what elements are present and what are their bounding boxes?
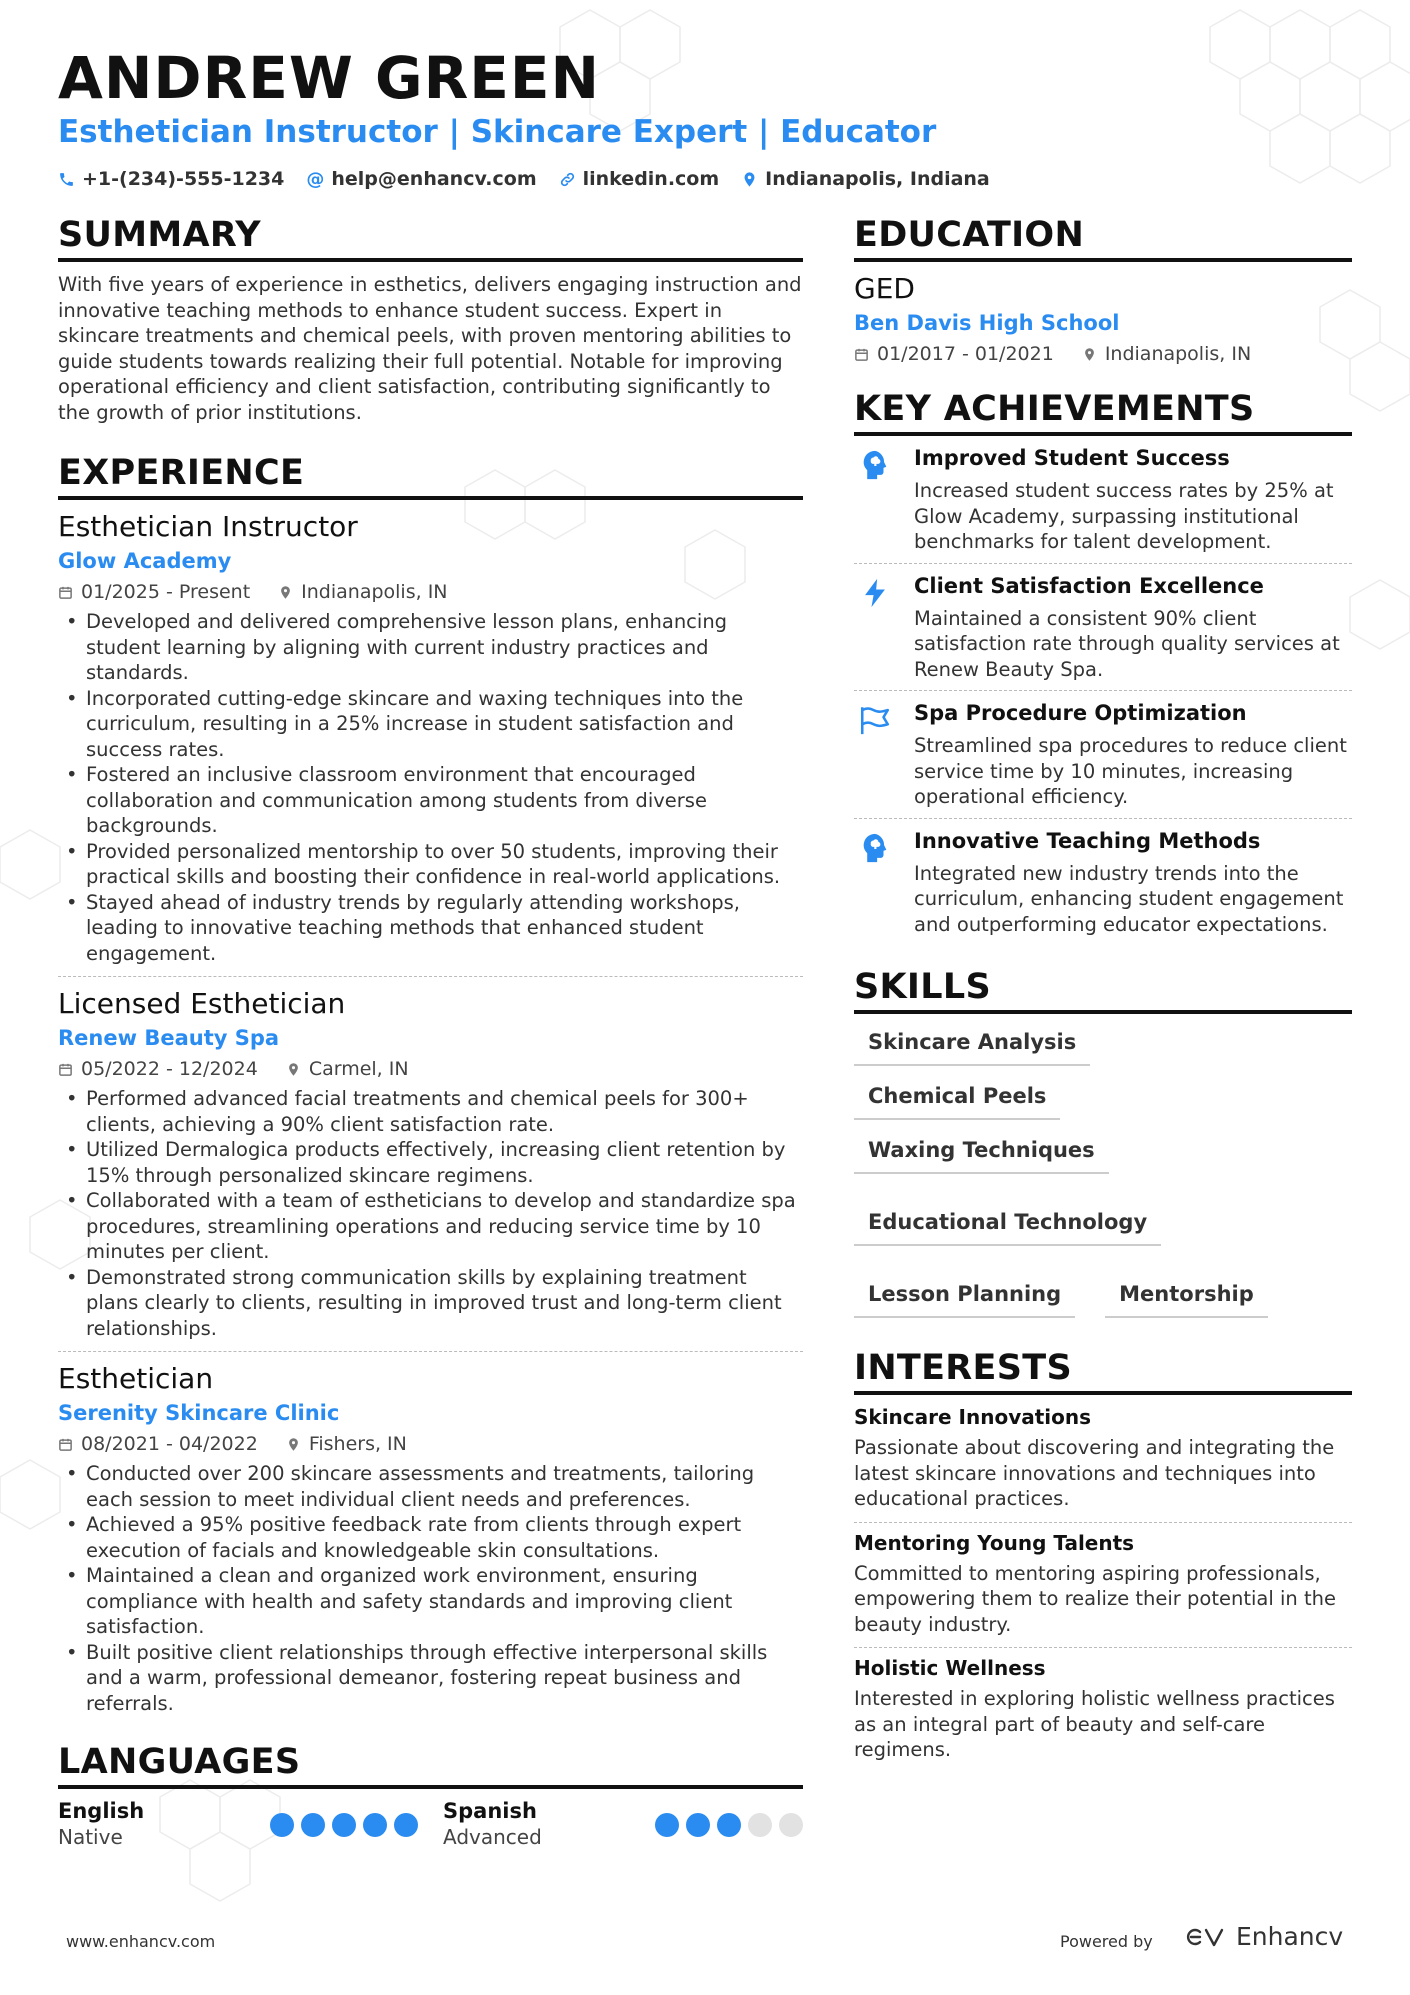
language-level: Native bbox=[58, 1825, 123, 1849]
divider bbox=[854, 1522, 1352, 1523]
achievement-item bbox=[854, 564, 1352, 691]
footer-brand[interactable] bbox=[1180, 1922, 1343, 1951]
job-meta bbox=[58, 1058, 803, 1080]
language-item bbox=[58, 1799, 418, 1849]
calendar-icon bbox=[854, 347, 869, 362]
rating-dot-filled bbox=[655, 1813, 679, 1837]
job-bullet: • Fostered an inclusive classroom environment that encouraged collaboration and communication among students from diverse backgrounds. bbox=[58, 762, 803, 839]
map-pin-icon bbox=[1082, 347, 1097, 362]
job-bullet: • Demonstrated strong communication skills by explaining treatment plans clearly to clients, resulting in improved trust and long-term client relationships. bbox=[58, 1265, 803, 1342]
rating-dot-filled bbox=[332, 1813, 356, 1837]
skill-tag: Mentorship bbox=[1105, 1282, 1268, 1318]
languages-list bbox=[58, 1799, 803, 1849]
job-title: Esthetician bbox=[58, 1362, 214, 1395]
language-rating bbox=[270, 1813, 418, 1837]
contact-bar bbox=[58, 168, 990, 190]
achievement-title: Client Satisfaction Excellence bbox=[914, 573, 1264, 598]
brain-head-icon bbox=[858, 831, 892, 865]
achievement-item bbox=[854, 819, 1352, 946]
candidate-title: Esthetician Instructor | Skincare Expert | Educator bbox=[58, 114, 937, 150]
calendar-icon bbox=[58, 1062, 73, 1077]
rating-dot-filled bbox=[717, 1813, 741, 1837]
interest-title: Holistic Wellness bbox=[854, 1656, 1046, 1680]
skill-tag: Educational Technology bbox=[854, 1210, 1161, 1246]
interest-title: Skincare Innovations bbox=[854, 1405, 1092, 1429]
job-entry bbox=[58, 510, 803, 966]
job-title: Esthetician Instructor bbox=[58, 510, 358, 543]
job-meta bbox=[58, 581, 803, 603]
interest-text: Passionate about discovering and integrating the latest skincare innovations and techniques into educational practices. bbox=[854, 1436, 1335, 1510]
job-title: Licensed Esthetician bbox=[58, 987, 346, 1020]
link-icon bbox=[559, 171, 576, 188]
divider bbox=[58, 1351, 803, 1352]
divider bbox=[58, 976, 803, 977]
skill-tag: Lesson Planning bbox=[854, 1282, 1075, 1318]
map-pin-icon bbox=[286, 1062, 301, 1077]
rating-dot-filled bbox=[301, 1813, 325, 1837]
summary-text: With five years of experience in esthetics, delivers engaging instruction and innovative teaching methods to enhance student success. Expert in skincare treatments and chemical peels, with proven mentoring abilities to guide students towards realizing their full potential. Notable for improving operational efficiency and client satisfaction, contributing significantly to the growth of prior institutions. bbox=[58, 273, 802, 424]
rating-dot-empty bbox=[748, 1813, 772, 1837]
divider bbox=[854, 1647, 1352, 1648]
flag-icon bbox=[858, 703, 892, 737]
education-heading: EDUCATION bbox=[854, 215, 1352, 262]
job-bullets bbox=[58, 609, 803, 966]
right-column bbox=[854, 215, 1352, 1763]
candidate-name: ANDREW GREEN bbox=[58, 44, 601, 112]
job-bullets bbox=[58, 1086, 803, 1341]
education-degree: GED bbox=[854, 272, 915, 305]
at-icon: @ bbox=[306, 168, 325, 190]
language-item bbox=[443, 1799, 803, 1849]
achievement-text: Integrated new industry trends into the curriculum, enhancing student engagement and outperforming educator expectations. bbox=[914, 861, 1344, 936]
job-location: Indianapolis, IN bbox=[301, 581, 448, 603]
language-rating bbox=[655, 1813, 803, 1837]
education-location: Indianapolis, IN bbox=[1104, 343, 1252, 365]
languages-heading: LANGUAGES bbox=[58, 1742, 803, 1789]
job-meta bbox=[58, 1433, 803, 1455]
education-meta bbox=[854, 343, 1352, 365]
job-bullet: • Provided personalized mentorship to over 50 students, improving their practical skills and boosting their confidence in real-world applications. bbox=[58, 839, 803, 890]
skills-list bbox=[854, 1030, 1314, 1318]
rating-dot-filled bbox=[394, 1813, 418, 1837]
education-school[interactable]: Ben Davis High School bbox=[854, 311, 1120, 335]
skill-tag: Skincare Analysis bbox=[854, 1030, 1090, 1066]
interest-item bbox=[854, 1531, 1352, 1638]
map-pin-icon bbox=[278, 585, 293, 600]
achievement-title: Innovative Teaching Methods bbox=[914, 828, 1261, 853]
achievement-text: Maintained a consistent 90% client satisfaction rate through quality services at Renew Beauty Spa. bbox=[914, 606, 1340, 681]
rating-dot-filled bbox=[686, 1813, 710, 1837]
interest-title: Mentoring Young Talents bbox=[854, 1530, 1135, 1555]
job-dates: 08/2021 - 04/2022 bbox=[81, 1433, 258, 1455]
location-text: Indianapolis, Indiana bbox=[765, 168, 990, 190]
contact-email[interactable] bbox=[306, 168, 536, 190]
achievement-text: Streamlined spa procedures to reduce client service time by 10 minutes, increasing operational efficiency. bbox=[914, 734, 1347, 808]
linkedin-text: linkedin.com bbox=[582, 168, 720, 190]
summary-heading: SUMMARY bbox=[58, 215, 803, 262]
job-bullet: • Stayed ahead of industry trends by regularly attending workshops, leading to innovative teaching methods that enhanced student engagement. bbox=[58, 890, 803, 967]
job-bullet: • Achieved a 95% positive feedback rate from clients through expert execution of facials and knowledgeable skin consultations. bbox=[58, 1512, 803, 1563]
email-text: help@enhancv.com bbox=[331, 168, 537, 190]
language-level: Advanced bbox=[443, 1825, 542, 1849]
skills-heading: SKILLS bbox=[854, 967, 1352, 1014]
job-bullet: • Developed and delivered comprehensive lesson plans, enhancing student learning by aligning with current industry practices and standards. bbox=[58, 609, 803, 686]
footer-powered-by: Powered by bbox=[1060, 1932, 1153, 1951]
lightning-icon bbox=[858, 576, 892, 610]
job-company[interactable]: Renew Beauty Spa bbox=[58, 1026, 280, 1050]
left-column bbox=[58, 215, 803, 1849]
job-dates: 01/2025 - Present bbox=[81, 581, 251, 603]
map-pin-icon bbox=[741, 171, 758, 188]
interest-text: Committed to mentoring aspiring professionals, empowering them to realize their potential in the beauty industry. bbox=[854, 1561, 1336, 1636]
brain-head-icon bbox=[858, 448, 892, 482]
achievements-heading: KEY ACHIEVEMENTS bbox=[854, 389, 1352, 436]
job-bullet: • Built positive client relationships through effective interpersonal skills and a warm, professional demeanor, fostering repeat business and referrals. bbox=[58, 1640, 803, 1717]
phone-icon bbox=[58, 171, 75, 188]
calendar-icon bbox=[58, 585, 73, 600]
achievement-title: Improved Student Success bbox=[914, 446, 1230, 470]
job-bullet: • Utilized Dermalogica products effectively, increasing client retention by 15% through personalized skincare regimens. bbox=[58, 1137, 803, 1188]
skill-tag: Chemical Peels bbox=[854, 1084, 1060, 1120]
contact-linkedin[interactable] bbox=[559, 168, 720, 190]
achievement-title: Spa Procedure Optimization bbox=[914, 701, 1247, 725]
job-entry bbox=[58, 987, 803, 1341]
footer-brand-text: Enhancv bbox=[1236, 1922, 1344, 1951]
interest-text: Interested in exploring holistic wellness practices as an integral part of beauty and self-care regimens. bbox=[854, 1687, 1335, 1761]
achievement-item bbox=[854, 691, 1352, 818]
job-location: Fishers, IN bbox=[308, 1433, 407, 1455]
enhancv-logo-icon bbox=[1180, 1924, 1228, 1950]
job-company[interactable]: Serenity Skincare Clinic bbox=[58, 1401, 340, 1425]
achievement-text: Increased student success rates by 25% at Glow Academy, surpassing institutional benchmarks for talent development. bbox=[914, 479, 1334, 553]
contact-phone[interactable] bbox=[58, 168, 284, 190]
job-bullets bbox=[58, 1461, 803, 1716]
contact-location bbox=[741, 168, 990, 190]
job-bullet: • Conducted over 200 skincare assessments and treatments, tailoring each session to meet individual client needs and preferences. bbox=[58, 1461, 803, 1512]
interest-item bbox=[854, 1405, 1352, 1512]
job-location: Carmel, IN bbox=[308, 1058, 409, 1080]
job-bullet: • Collaborated with a team of estheticians to develop and standardize spa procedures, streamlining operations and reducing service time by 10 minutes per client. bbox=[58, 1188, 803, 1265]
job-bullet: • Performed advanced facial treatments and chemical peels for 300+ clients, achieving a 90% client satisfaction rate. bbox=[58, 1086, 803, 1137]
rating-dot-filled bbox=[363, 1813, 387, 1837]
job-entry bbox=[58, 1362, 803, 1716]
job-company[interactable]: Glow Academy bbox=[58, 549, 232, 573]
education-dates: 01/2017 - 01/2021 bbox=[877, 343, 1054, 365]
calendar-icon bbox=[58, 1437, 73, 1452]
skill-tag: Waxing Techniques bbox=[854, 1138, 1109, 1174]
job-bullet: • Incorporated cutting-edge skincare and waxing techniques into the curriculum, resulting in a 25% increase in student satisfaction and success rates. bbox=[58, 686, 803, 763]
job-bullet: • Maintained a clean and organized work environment, ensuring compliance with health and safety standards and improving client satisfaction. bbox=[58, 1563, 803, 1640]
experience-heading: EXPERIENCE bbox=[58, 453, 803, 500]
rating-dot-empty bbox=[779, 1813, 803, 1837]
rating-dot-filled bbox=[270, 1813, 294, 1837]
map-pin-icon bbox=[286, 1437, 301, 1452]
language-name: English bbox=[58, 1799, 145, 1823]
interests-heading: INTERESTS bbox=[854, 1348, 1352, 1395]
language-name: Spanish bbox=[443, 1799, 537, 1823]
interest-item bbox=[854, 1656, 1352, 1763]
achievement-item bbox=[854, 436, 1352, 563]
job-dates: 05/2022 - 12/2024 bbox=[81, 1058, 258, 1080]
phone-text: +1-(234)-555-1234 bbox=[82, 168, 285, 190]
footer-url[interactable]: www.enhancv.com bbox=[66, 1932, 216, 1951]
